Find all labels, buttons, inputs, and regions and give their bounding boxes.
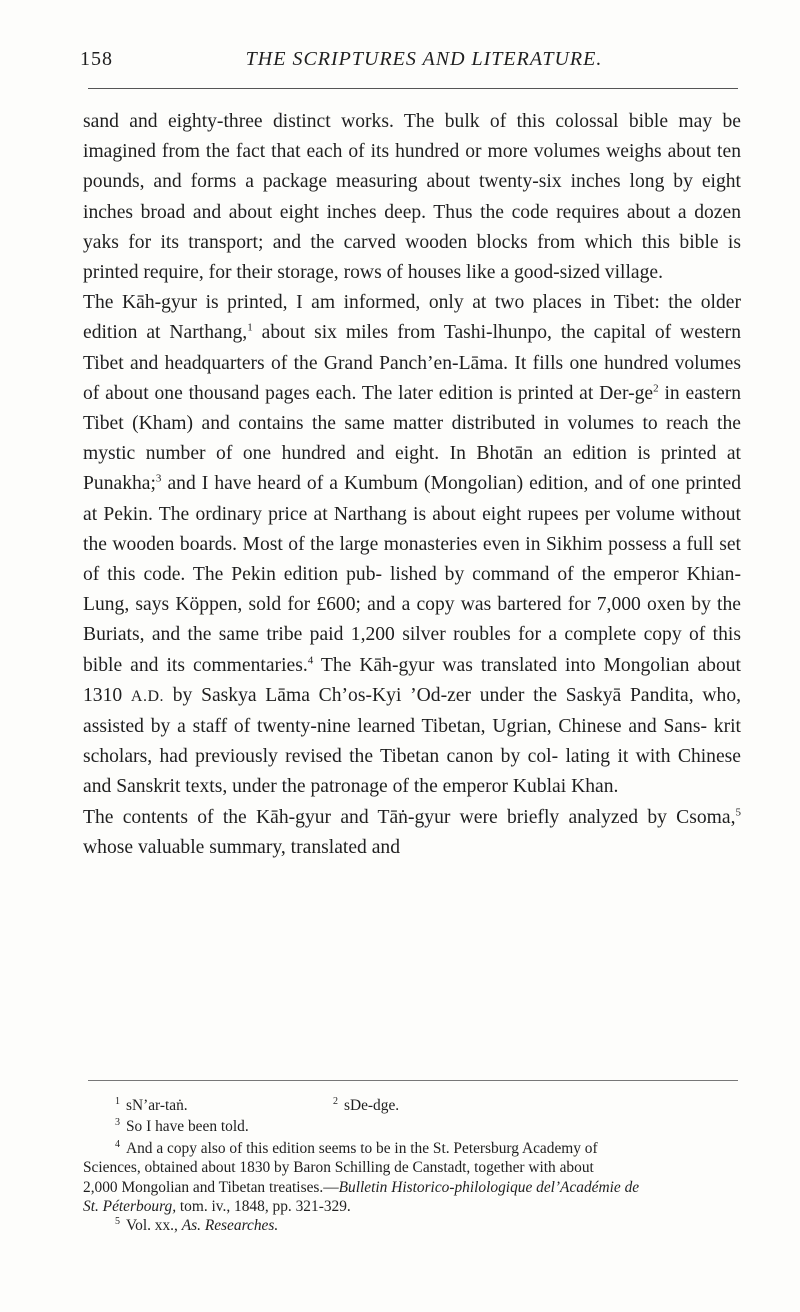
text-line: and I have heard [161,473,301,495]
text-line: copy of this bible and its commentaries. [83,624,741,676]
footnote-text: sN’ar-taṅ. [126,1097,188,1114]
text-line: this bible is printed require, for their storage, rows of houses like [83,231,741,284]
main-text [83,107,741,863]
paragraph-3 [83,803,741,863]
footnote-5 [83,1216,741,1235]
footnote-row [83,1096,741,1115]
text-line: analyzed by Csoma, [568,806,736,828]
text-line: bible may be imagined from the fact that each of its hundred or [83,111,742,163]
paragraph-2 [83,288,741,802]
footnote-4 [83,1139,741,1217]
text-line: lating it with Chinese and Sanskrit texts, under the patronage of [83,746,741,798]
text-line: by Saskya Lāma [164,684,310,706]
footnote-ref[interactable]: 2 [653,382,659,395]
text-line: in Sikhim possess a full set of this code. The Pekin edition pub- [83,533,741,586]
footnote-ref[interactable]: 1 [247,321,253,334]
text-line: Tashi-lhunpo, the capital of western Tibet and headquarters of the [83,322,741,374]
text-line: The ordinary price at Narthang is about eight rupees per volume [158,503,675,525]
paragraph-1 [83,107,741,288]
text-line: without the wooden boards. Most of the large monasteries even [83,503,741,555]
text-line: The contents of the Kāh-gyur and Tāṅ-gyur were briefly [83,806,560,828]
text-line: measuring about twenty-six inches long by eight inches broad and [83,171,741,223]
text-line: the emperor Kublai Khan. [413,776,619,798]
text-line: a good-sized village. [500,262,664,284]
text-line: and the same tribe paid 1,200 silver roubles for a complete [151,624,637,646]
running-header [78,48,740,78]
text-line: translated into Mongolian about 1310 [83,654,742,706]
footnote-ref[interactable]: 4 [307,654,314,667]
header-rule [88,88,738,89]
text-line: Ch’os-Kyi ’Od-zer under the Saskyā Pandita, who, assisted by a [83,684,742,738]
text-line: In Bhotān an edition is printed at Punakha; [83,443,741,495]
footnote-text: Sciences, obtained about 1830 by Baron Schilling de Canstadt, together with about [83,1159,594,1177]
footnote-citation: As. Researches. [181,1217,279,1235]
text-line: Grand Panch’en-Lāma. It fills one hundred volumes of about one [83,352,741,404]
text-line: The Kāh-gyur is printed, I am informed, only at two places in [83,292,606,314]
footnote-ref[interactable]: 3 [155,472,162,485]
footnote-mark: 5 [115,1216,120,1228]
footnote-text: tom. iv., 1848, pp. 321-329. [176,1198,351,1216]
footnote-mark: 3 [115,1117,120,1129]
footnote-3 [83,1117,741,1136]
footnote-citation: St. Péterbourg, [83,1198,177,1216]
footnote-mark: 2 [333,1095,338,1107]
text-line: Tibet: the older edition at Narthang, [83,292,741,344]
era-abbreviation: A.D. [130,687,165,705]
text-line: yaks for its transport; and the carved wooden blocks from which [83,231,633,253]
text-line: about eight inches deep. Thus the code requires about a dozen [228,201,741,223]
text-line: about six miles from [252,322,436,344]
text-line: eastern Tibet (Kham) and contains the same matter distributed in [83,382,742,435]
text-line: thousand pages each. The later edition is printed at Der-ge [188,382,654,404]
text-line: volumes to reach the mystic number of one hundred and eight. [83,413,741,465]
page-number: 158 [80,48,113,70]
footnote-2 [333,1096,551,1115]
running-title: THE SCRIPTURES AND LITERATURE. [245,48,603,70]
text-line: krit scholars, had previously revised the Tibetan canon by col- [83,716,741,768]
footnote-text: So I have been told. [126,1118,249,1136]
text-line: whose valuable summary, translated and [83,836,401,858]
text-line: The Kāh-gyur was [313,654,473,676]
text-line: sand and eighty-three distinct works. The bulk of this colossal [83,111,619,132]
footnote-text: sDe-dge. [344,1097,400,1114]
footnote-mark: 1 [115,1095,120,1107]
footnote-1 [115,1096,333,1115]
footnote-text: 2,000 Mongolian and Tibetan treatises.— [83,1178,339,1196]
text-line: lished by command of the emperor Khian-Lung, says Köppen, sold [83,564,742,616]
text-line: staff of twenty-nine learned Tibetan, Ugrian, Chinese and Sans- [192,716,707,738]
text-line: of a Kumbum (Mongolian) edition, and of one printed at Pekin. [83,473,741,525]
footnote-text: Vol. xx., [126,1217,182,1235]
text-line: more volumes weighs about ten pounds, and forms a package [83,141,741,193]
footnote-citation: Bulletin Historico-philologique del’Académie de [338,1178,640,1196]
footnotes [83,1096,741,1236]
text-line: in [658,382,680,404]
footnote-text: And a copy also of this edition seems to be in the St. Petersburg Academy of [126,1139,598,1157]
footnote-mark: 4 [115,1138,120,1150]
footnote-rule [88,1080,738,1081]
footnote-ref[interactable]: 5 [735,806,741,819]
text-line: for £600; and a copy was bartered for 7,000 oxen by the Buriats, [83,594,741,646]
